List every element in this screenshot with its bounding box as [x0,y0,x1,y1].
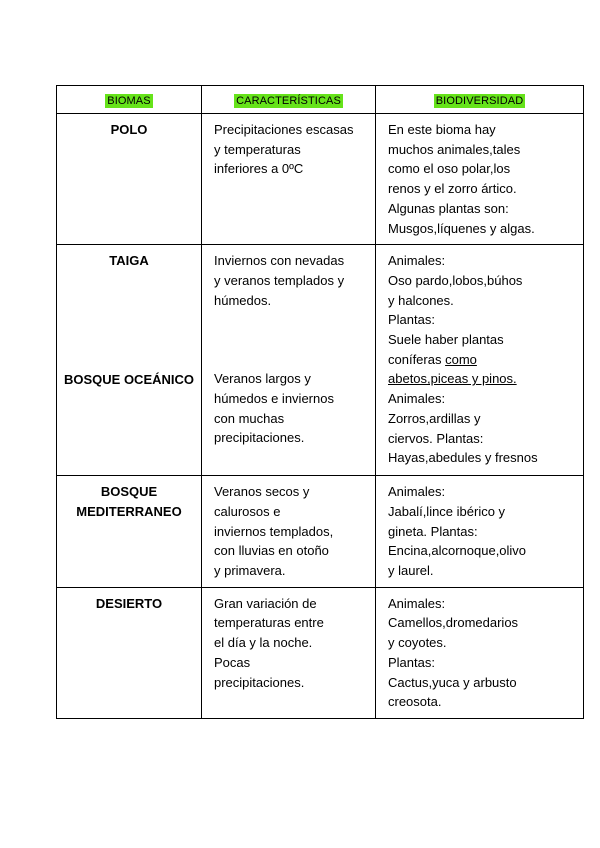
text-line: calurosos e [214,503,281,519]
text-line: húmedos e inviernos [214,391,334,407]
text-line: Animales: [388,484,446,500]
biome-name-cell [57,476,202,588]
table-row [57,476,584,588]
text-line: Precipitaciones escasas [214,122,354,137]
features-text [202,476,375,587]
text-line: húmedos. [214,292,272,308]
text-line: Animales: [388,391,446,407]
text-line: Hayas,abedules y fresnos [388,450,538,466]
text-line: Veranos secos y [214,484,310,500]
features-text [202,245,375,454]
biodiversity-text [376,476,583,587]
text-line: Suele haber plantas [388,332,504,348]
text-line: y primavera. [214,563,286,579]
text-line: el día y la noche. [214,635,313,651]
biomes-table [56,85,584,719]
header-biomas [57,86,202,114]
biome-name [57,476,201,521]
header-biodiversidad-label: BIODIVERSIDAD [435,94,524,107]
text-line: Zorros,ardillas y [388,410,481,426]
table-row [57,114,584,245]
biome-name-cell [57,587,202,718]
biodiversity-text [376,245,583,474]
header-caracteristicas [202,86,376,114]
table-row [57,245,584,476]
text-line: Pocas [214,654,251,670]
text-line: Musgos,líquenes y algas. [388,220,535,236]
text-line: temperaturas entre [214,615,324,631]
text-line: renos y el zorro ártico. [388,181,517,197]
text-line: Animales: [388,595,446,611]
biodiversity-cell [376,587,584,718]
text-line: gineta. Plantas: [388,523,478,539]
biome-name: DESIERTO [95,595,163,611]
text-line: Jabalí,lince ibérico y [388,503,506,519]
table-row [57,587,584,718]
text-line: con muchas [214,410,285,426]
biodiversity-cell [376,245,584,476]
features-text [202,588,375,699]
text-line: muchos animales,tales [388,141,521,157]
biodiversity-text [376,588,583,718]
underlined-text: abetos,piceas y pinos. [388,371,517,387]
text-line: inviernos templados, [214,523,334,539]
text-line: Inviernos con nevadas [214,253,345,269]
text-line: En este bioma hay [388,122,496,137]
text-line: Veranos largos y [214,371,311,387]
biodiversity-cell [376,114,584,245]
features-text [202,114,375,185]
text-line [388,350,577,370]
table-header-row [57,86,584,114]
text-line: y coyotes. [388,635,447,651]
text-line: Encina,alcornoque,olivo [388,543,527,559]
text-line: y halcones. [388,292,454,308]
text-line: Oso pardo,lobos,búhos [388,272,523,288]
features-cell [202,245,376,476]
text-line: Gran variación de [214,595,317,611]
biome-name-cell [57,245,202,476]
biome-name-line: MEDITERRANEO [76,503,182,519]
text-line: Animales: [388,253,446,269]
text-line: como el oso polar,los [388,161,511,177]
header-biodiversidad [376,86,584,114]
text-line: Cactus,yuca y arbusto [388,674,517,690]
text-line: Plantas: [388,312,435,328]
text-line: y veranos templados y [214,272,345,288]
biome-name: POLO [110,122,148,137]
text-line: Algunas plantas son: [388,200,509,216]
text-line: y laurel. [388,563,434,579]
text-line: precipitaciones. [214,674,305,690]
text-line: con lluvias en otoño [214,543,329,559]
biome-name-line: BOSQUE [100,484,158,500]
biome-name-cell [57,114,202,245]
biome-name: BOSQUE OCEÁNICO [63,371,194,387]
features-cell [202,587,376,718]
text-line: precipitaciones. [214,430,305,446]
biome-name: TAIGA [109,253,149,269]
header-biomas-label: BIOMAS [107,94,151,107]
text-line: Camellos,dromedarios [388,615,519,631]
biodiversity-cell [376,476,584,588]
features-cell [202,114,376,245]
features-cell [202,476,376,588]
text-segment: coníferas [388,351,446,367]
underlined-text: como [445,351,477,367]
text-line: y temperaturas [214,141,301,157]
biodiversity-text [376,114,583,244]
text-line: ciervos. Plantas: [388,430,484,446]
text-line: Plantas: [388,654,435,670]
text-line: inferiores a 0ºC [214,161,304,177]
text-line: creosota. [388,694,442,710]
header-caracteristicas-label: CARACTERÍSTICAS [236,94,341,107]
